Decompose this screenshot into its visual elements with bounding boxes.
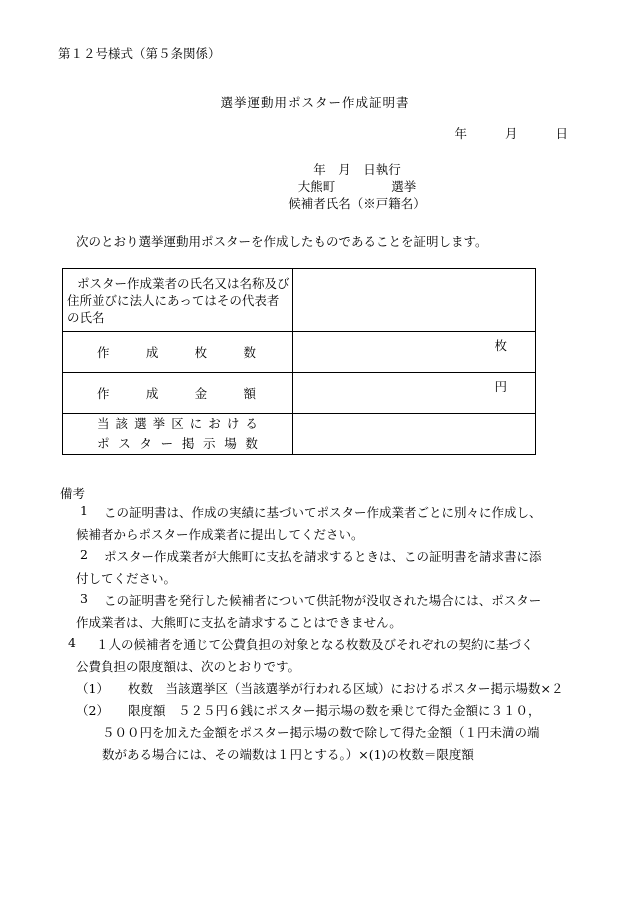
certificate-table xyxy=(62,268,536,455)
amount-unit: 円 xyxy=(494,379,507,394)
candidate-name-label: 候補者氏名（※戸籍名） xyxy=(288,196,426,211)
label-char: 成 xyxy=(145,386,159,401)
notes-title: 備考 xyxy=(60,486,86,501)
label-char: 枚 xyxy=(194,345,208,360)
amount-label xyxy=(63,384,292,402)
table-row xyxy=(63,373,536,414)
label-char: 数 xyxy=(243,345,256,360)
year-label: 年 xyxy=(454,126,467,141)
note-number: 3 xyxy=(80,591,88,606)
label-char: 作 xyxy=(97,345,110,360)
label-char: け xyxy=(226,416,240,431)
poster-board-label-line2 xyxy=(97,434,258,454)
label-char: 当 xyxy=(97,416,110,431)
label-char: 金 xyxy=(194,386,208,401)
poster-board-label-line1 xyxy=(97,414,258,434)
label-char: 作 xyxy=(97,386,110,401)
poster-board-value-cell[interactable] xyxy=(293,414,536,455)
label-char: 示 xyxy=(203,436,216,451)
vendor-label: ポスター作成業者の氏名又は名称及び住所並びに法人にあってはその代表者の氏名 xyxy=(67,275,290,325)
vendor-value-cell[interactable] xyxy=(293,269,536,332)
issue-date xyxy=(454,124,568,142)
election-name xyxy=(0,177,630,195)
intro-text: 次のとおり選挙運動用ポスターを作成したものであることを証明します。 xyxy=(76,234,488,249)
label-char: お xyxy=(208,416,221,431)
quantity-unit: 枚 xyxy=(494,338,507,353)
election-date: 年 月 日執行 xyxy=(313,162,401,177)
amount-label-cell xyxy=(63,373,293,414)
label-char: 成 xyxy=(145,345,159,360)
table-row xyxy=(63,269,536,332)
note-line: 公費負担の限度額は、次のとおりです。 xyxy=(76,659,301,674)
note-line: 作成業者は、大熊町に支払を請求することはできません。 xyxy=(76,615,402,630)
day-label: 日 xyxy=(555,126,568,141)
note-line: 付してください。 xyxy=(76,571,177,586)
form-number: 第１２号様式（第５条関係） xyxy=(58,46,221,61)
poster-board-label-cell xyxy=(63,414,293,455)
note-line: ポスター作成業者が大熊町に支払を請求するときは、この証明書を請求書に添 xyxy=(104,549,542,564)
label-char: る xyxy=(245,416,258,431)
note-line: この証明書を発行した候補者について供託物が没収された場合には、ポスター xyxy=(104,593,542,608)
table-row xyxy=(63,332,536,373)
quantity-label-cell xyxy=(63,332,293,373)
note-number: 2 xyxy=(80,547,88,562)
sub-item-line: 枚数 当該選挙区（当該選挙が行われる区域）におけるポスター掲示場数×２ xyxy=(128,681,564,696)
label-char: 選 xyxy=(134,416,147,431)
label-char: 挙 xyxy=(152,416,166,431)
note-number: 1 xyxy=(80,503,88,518)
quantity-value-cell[interactable] xyxy=(293,332,536,373)
note-line: この証明書は、作成の実績に基づいてポスター作成業者ごとに別々に作成し、 xyxy=(104,505,542,520)
vendor-label-cell xyxy=(63,269,293,332)
poster-board-label xyxy=(63,414,292,454)
month-label: 月 xyxy=(504,126,518,141)
sub-item-line: ５００円を加えた金額をポスター掲示場の数で除して得た金額（１円未満の端 xyxy=(102,725,540,740)
note-line: 候補者からポスター作成業者に提出してください。 xyxy=(76,527,364,542)
label-char: タ xyxy=(139,436,152,451)
sub-item-number: （2） xyxy=(76,703,109,718)
label-char: 額 xyxy=(243,386,256,401)
amount-value-cell[interactable] xyxy=(293,373,536,414)
label-char: に xyxy=(189,416,203,431)
note-line: １人の候補者を通じて公費負担の対象となる枚数及びそれぞれの契約に基づく xyxy=(96,637,534,652)
label-char: ー xyxy=(160,436,174,451)
sub-item-number: （1） xyxy=(76,681,109,696)
table-row xyxy=(63,414,536,455)
election-suffix: 選挙 xyxy=(391,179,417,194)
label-char: 該 xyxy=(115,416,129,431)
document-title: 選挙運動用ポスター作成証明書 xyxy=(220,95,410,110)
label-char: 区 xyxy=(171,416,184,431)
label-char: ス xyxy=(118,436,131,451)
note-number: 4 xyxy=(68,635,76,650)
election-town: 大熊町 xyxy=(297,179,336,194)
sub-item-line: 数がある場合には、その端数は１円とする。）×(1)の枚数＝限度額 xyxy=(102,747,474,762)
label-char: 数 xyxy=(245,436,258,451)
quantity-label xyxy=(63,343,292,361)
label-char: 場 xyxy=(224,436,237,451)
label-char: 掲 xyxy=(181,436,195,451)
sub-item-line: 限度額 ５２５円６銭にポスター掲示場の数を乗じて得た金額に３１０， xyxy=(128,703,541,718)
label-char: ポ xyxy=(97,436,110,451)
